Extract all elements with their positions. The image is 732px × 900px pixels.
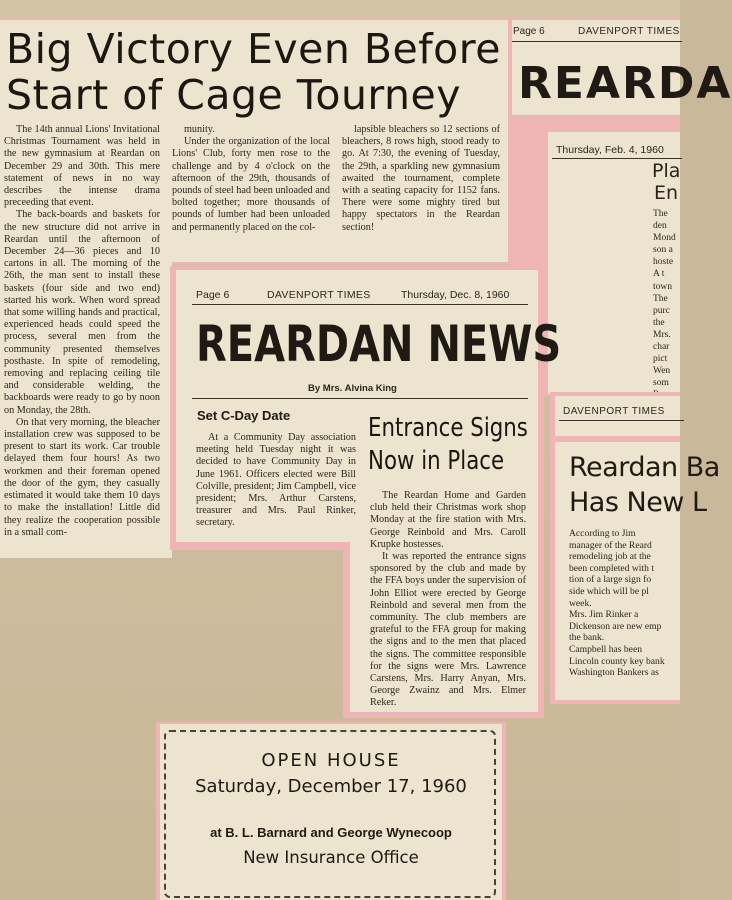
text-line: som xyxy=(653,378,669,389)
open-house-title: OPEN HOUSE xyxy=(261,750,401,771)
text-line: pict xyxy=(653,354,668,365)
text-line: Washington Bankers as xyxy=(569,667,659,679)
cday-headline: Set C-Day Date xyxy=(197,408,291,423)
text-line: week. xyxy=(569,597,592,609)
text-line: The xyxy=(653,293,668,304)
main-date: Thursday, Dec. 8, 1960 xyxy=(401,289,510,301)
text-line: tion of a large sign fo xyxy=(569,574,652,586)
big-article-col1 xyxy=(4,124,160,539)
text-line: Mrs. Jim Rinker a xyxy=(569,609,639,621)
text-line: According to Jim xyxy=(569,528,636,539)
big-article-col2 xyxy=(172,124,330,234)
main-rule xyxy=(192,304,528,305)
big-headline-line2: Start of Cage Tourney xyxy=(6,71,462,119)
open-house-clip xyxy=(160,724,502,900)
text-line: son a xyxy=(653,245,673,256)
text-line: Wen xyxy=(653,366,671,377)
text-line: Mond xyxy=(653,233,676,244)
feb-headline-1: Pla xyxy=(652,160,681,182)
main-page: Page 6 xyxy=(196,289,230,301)
open-house-at: at B. L. Barnard and George Wynecoop xyxy=(210,825,452,840)
text-line: the xyxy=(653,317,665,328)
big-headline xyxy=(6,26,501,118)
right-headline-1: Reardan Ba xyxy=(569,452,720,483)
text-line: hoste xyxy=(653,257,674,268)
feb-text xyxy=(653,208,676,402)
text-line: been completed with t xyxy=(569,562,654,574)
text-line: A t xyxy=(653,269,665,280)
signs-headline xyxy=(368,412,528,478)
paragraph: The back-boards and baskets for the new structure did not arrive in Reardan until the afternoon of December 24—36 pieces and 10 cartons in all. The morning of the 26th, the man sent to install these baskets (four side and two end) started his work. When word spread that some willing hands and practical, experienced heads could speed the process, several men from the community presented themselves posthaste. In spite of remodeling, removing and replacing ceiling tile and considerable welding, the backboards were ready to go by noon on Monday, the 28th. xyxy=(4,209,160,416)
paragraph: munity. xyxy=(184,124,215,135)
top-right-page: Page 6 xyxy=(513,26,545,37)
text-line: Lincoln county key bank xyxy=(569,655,665,667)
main-byline: By Mrs. Alvina King xyxy=(308,383,397,394)
text-line: Dickenson are new emp xyxy=(569,620,662,632)
text-line: The xyxy=(653,209,668,219)
text-line: purc xyxy=(653,305,670,316)
top-right-clip xyxy=(508,20,732,115)
right-headline-2: Has New L xyxy=(569,487,707,518)
feb-headline-2: En xyxy=(654,182,679,204)
open-house-date: Saturday, December 17, 1960 xyxy=(195,776,467,797)
right-clip xyxy=(555,396,720,700)
text-line: town xyxy=(653,281,672,292)
signs-headline-1: Entrance Signs xyxy=(368,413,528,443)
text-line: char xyxy=(653,342,670,353)
paragraph: lapsible bleachers so 12 sections of bleachers, 8 rows high, stood ready to go. At 7:30, the evening of Tuesday, the 29th, a sparkling new gymnasium awaited the tournament, complete with a seating capacity for 1152 fans. There were some mighty tired but happy spectators in the Reardan section! xyxy=(342,124,500,233)
text-line: den xyxy=(653,221,667,232)
paragraph: Under the organization of the local Lions' Club, forty men rose to the challenge and by 4 o'clock on the afternoon of the 29th, thousands of pounds of steel had been unloaded and bolted together; more thousands of pounds of lumber had been unloaded and permanently placed on the col- xyxy=(172,136,330,233)
right-clip-paper: DAVENPORT TIMES xyxy=(563,406,665,417)
main-paper: DAVENPORT TIMES xyxy=(267,289,371,301)
text-line: manager of the Reard xyxy=(569,539,652,551)
text-line: Campbell has been xyxy=(569,643,642,655)
signs-text: The Reardan Home and Garden club held their Christmas work shop Monday at the fire station with Mrs. George Reinbold and Mrs. Caroll Krupke hostesses. It was reported the entrance signs sponsored by the club and made by the FFA boys under the supervision of John Elliot were erected by George Reinbold and several men from the community. The club members are grateful to the FFA group for making the signs and to the men that placed the signs. The committee responsible for the signs were Mrs. Lawrence Carstens, Mrs. Harry Anyan, Mrs. George Zwainz and Mrs. Elmer Reker. xyxy=(370,490,526,709)
text-line: Mrs. xyxy=(653,329,671,340)
feb-date: Thursday, Feb. 4, 1960 xyxy=(556,144,664,156)
paragraph: On that very morning, the bleacher installation crew was supposed to be present to start its work. Car trouble delayed them four hours! As two workmen and their foreman opened the door of the gym, they casually estimated it would take them 10 days to make the installation! Little did they realize the cooperation possible in a small com- xyxy=(4,416,160,538)
signs-headline-2: Now in Place xyxy=(368,446,505,476)
big-article-col3 xyxy=(342,124,500,234)
feb-clip xyxy=(548,132,680,394)
top-right-masthead: REARDA xyxy=(518,58,732,109)
open-house-office: New Insurance Office xyxy=(243,848,419,867)
cday-text: At a Community Day association meeting held Tuesday night it was decided to have Community Day in June 1961. Officers elected were Bill Colville, president; Jim Campbell, vice president; Mrs. Arthur Carstens, treasurer and Mrs. Paul Rinker, secretary. xyxy=(196,432,356,529)
top-right-paper: DAVENPORT TIMES xyxy=(578,26,680,37)
text-line: side which will be pl xyxy=(569,585,649,597)
big-headline-line1: Big Victory Even Before xyxy=(6,25,501,73)
text-line: the bank. xyxy=(569,632,605,644)
main-masthead: REARDAN NEWS xyxy=(196,315,562,373)
text-line: remodeling job at the xyxy=(569,551,651,563)
right-text xyxy=(569,528,665,679)
paragraph: The 14th annual Lions' Invitational Christmas Tournament was held in the new gymnasium at Reardan on December 29 and 30th. This mere statement of news in no way describes the intense drama preceeding that event. xyxy=(4,124,160,209)
